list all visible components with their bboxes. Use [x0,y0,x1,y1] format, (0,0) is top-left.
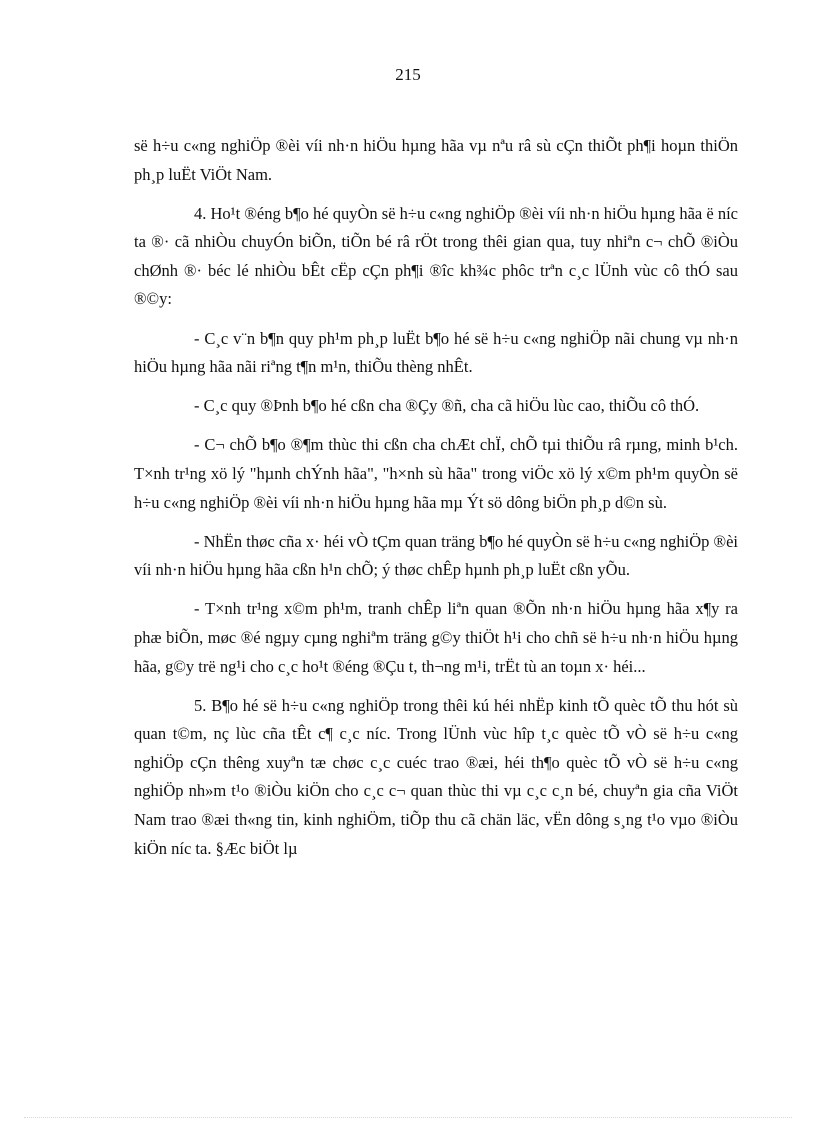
paragraph-2: 4. Ho¹t ®éng b¶o hé quyÒn së h÷u c«ng nghiÖp ®èi víi nh·n hiÖu hµng hãa ë níc ta ®· cã nhiÒu chuyÓn biÕn, tiÕn bé râ rÖt trong thêi gian qua, tuy nhiªn c¬ chÕ ®iÒu chØnh ®· béc lé nhiÒu bÊt cËp cÇn ph¶i ®îc kh¾c phôc trªn c¸c lÜnh vùc cô thÓ sau ®©y: [134,203,738,309]
paragraph-1: së h÷u c«ng nghiÖp ®èi víi nh·n hiÖu hµng hãa vµ nªu râ sù cÇn thiÕt ph¶i hoµn thiÖn ph¸p luËt ViÖt Nam. [134,136,738,184]
page-number: 215 [395,65,421,84]
paragraph-5: - C¬ chÕ b¶o ®¶m thùc thi cßn cha chÆt chÏ, chÕ tµi thiÕu râ rµng, minh b¹ch. T×nh tr¹ng xö lý "hµnh chÝnh hãa", "h×nh sù hãa" trong viÖc xö lý x©m ph¹m quyÒn së h÷u c«ng nghiÖp ®èi víi nh·n hiÖu hµng hãa mµ Ýt sö dông biÖn ph¸p d©n sù. [134,435,738,512]
paragraph-3: - C¸c v¨n b¶n quy ph¹m ph¸p luËt b¶o hé së h÷u c«ng nghiÖp nãi chung vµ nh·n hiÖu hµng hãa nãi riªng t¶n m¹n, thiÕu thèng nhÊt. [134,328,738,377]
document-body [134,132,738,874]
paragraph-8: 5. B¶o hé së h÷u c«ng nghiÖp trong thêi kú héi nhËp kinh tÕ quèc tÕ thu hót sù quan t©m, nç lùc cña tÊt c¶ c¸c níc. Trong lÜnh vùc hîp t¸c quèc tÕ vÒ së h÷u c«ng nghiÖp cÇn thêng xuyªn tæ chøc c¸c cuéc trao ®æi, héi th¶o quèc tÕ vÒ së h÷u c«ng nghiÖp nh»m t¹o ®iÒu kiÖn cho c¸c c¬ quan thùc thi vµ c¸c c¸n bé, chuyªn gia cña ViÖt Nam trao ®æi th«ng tin, kinh nghiÖm, tiÕp thu cã chän läc, vËn dông s¸ng t¹o vµo ®iÒu kiÖn níc ta. §Æc biÖt lµ [134,695,738,858]
paragraph-7: - T×nh tr¹ng x©m ph¹m, tranh chÊp liªn quan ®Õn nh·n hiÖu hµng hãa x¶y ra phæ biÕn, møc ®é ngµy cµng nghiªm träng g©y thiÖt h¹i cho chñ së h÷u nh·n hiÖu hµng hãa, g©y trë ng¹i cho c¸c ho¹t ®éng ®Çu t, th¬ng m¹i, trËt tù an toµn x· héi... [134,599,738,676]
paragraph-4: - C¸c quy ®Þnh b¶o hé cßn cha ®Çy ®ñ, cha cã hiÖu lùc cao, thiÕu cô thÓ. [194,396,700,416]
page-bottom-divider [24,1117,792,1118]
paragraph-6: - NhËn thøc cña x· héi vÒ tÇm quan träng b¶o hé quyÒn së h÷u c«ng nghiÖp ®èi víi nh·n hiÖu hµng hãa cßn h¹n chÕ; ý thøc chÊp hµnh ph¸p luËt cßn yÕu. [134,531,738,580]
